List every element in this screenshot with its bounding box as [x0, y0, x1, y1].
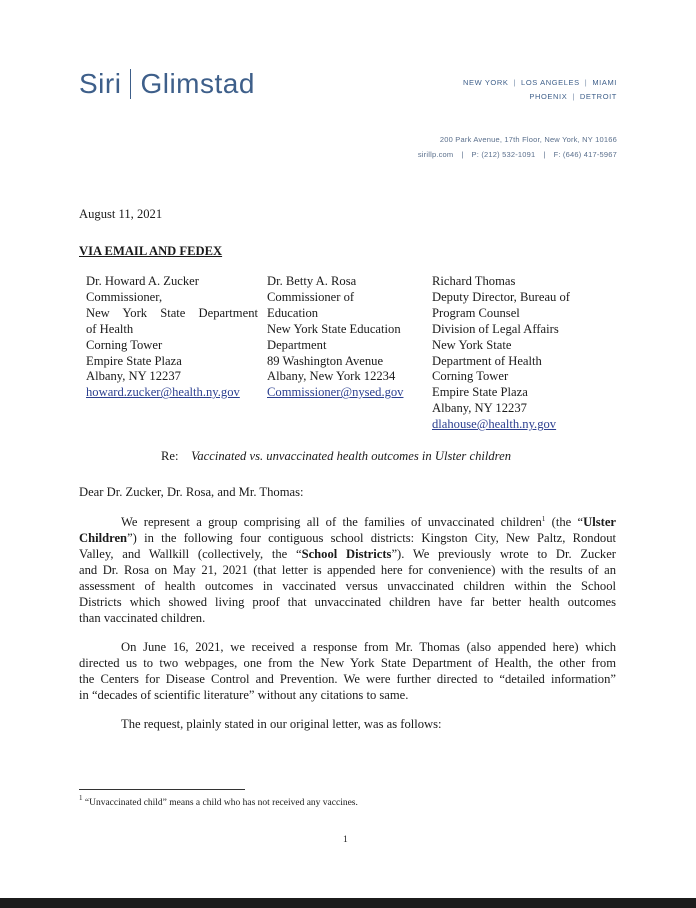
recipient-rosa	[267, 274, 403, 401]
recipient-line: Albany, NY 12237	[432, 401, 527, 416]
firm-fax: F: (646) 417-5967	[553, 150, 617, 159]
firm-website: sirillp.com	[417, 150, 454, 159]
re-subject: Vaccinated vs. unvaccinated health outcomes in Ulster children	[191, 449, 511, 463]
paragraph-line: Valley, and Wallkill (collectively, the “School Districts”). We previously wrote to Dr. Zucker	[79, 547, 616, 561]
paragraph-line: directed us to two webpages, one from the New York State Department of Health, the other from	[79, 656, 616, 670]
office-phoenix: PHOENIX	[529, 92, 568, 101]
salutation: Dear Dr. Zucker, Dr. Rosa, and Mr. Thomas:	[79, 485, 304, 499]
paragraph-line: assessment of health outcomes in vaccinated versus unvaccinated children within the School	[79, 579, 616, 593]
recipient-line: Corning Tower	[86, 337, 163, 352]
delivery-method: VIA EMAIL AND FEDEX	[79, 244, 223, 258]
recipient-line: New York State Department	[86, 305, 258, 320]
recipient-zucker	[86, 274, 258, 401]
email-link-thomas[interactable]: dlahouse@health.ny.gov	[432, 417, 557, 432]
recipient-line: Deputy Director, Bureau of	[432, 289, 570, 304]
footnote	[79, 794, 358, 809]
recipient-line: Commissioner of	[267, 289, 355, 304]
recipient-line: Empire State Plaza	[432, 385, 528, 400]
recipient-line: 89 Washington Avenue	[267, 353, 384, 368]
recipient-line: Department of Health	[432, 353, 542, 368]
office-new-york: NEW YORK	[462, 78, 509, 87]
recipient-line: of Health	[86, 321, 134, 336]
paragraph-line: On June 16, 2021, we received a response from Mr. Thomas (also appended here) which	[121, 640, 616, 654]
recipient-line: Division of Legal Affairs	[432, 321, 559, 336]
paragraph-line: The request, plainly stated in our original letter, was as follows:	[121, 717, 442, 731]
footnote-ref: 1	[541, 515, 546, 523]
office-miami: MIAMI	[592, 78, 617, 87]
recipient-line: New York State Education	[267, 321, 401, 336]
paragraph-1	[79, 514, 616, 626]
viewer-bottom-bar	[0, 898, 696, 908]
re-label: Re:	[161, 449, 179, 463]
paragraph-line: We represent a group comprising all of the families of unvaccinated children$^1$ (the “Ulster	[121, 515, 616, 529]
recipient-line: Program Counsel	[432, 305, 520, 320]
paragraph-line: and Dr. Rosa on May 21, 2021 (that letter is appended here for convenience) with the results of an	[79, 563, 616, 577]
footnote-text: “Unvaccinated child” means a child who has not received any vaccines.	[82, 798, 358, 808]
recipient-thomas	[432, 274, 570, 433]
recipient-line: Department	[267, 337, 327, 352]
email-link-rosa[interactable]: Commissioner@nysed.gov	[267, 385, 404, 400]
office-detroit: DETROIT	[579, 92, 617, 101]
logo-divider	[130, 69, 131, 99]
paragraph-line: Children”) in the following four contiguous school districts: Kingston City, New Paltz, Rondout	[79, 531, 616, 545]
recipient-line: Dr. Betty A. Rosa	[267, 274, 357, 288]
email-link-zucker[interactable]: howard.zucker@health.ny.gov	[86, 385, 240, 400]
paragraph-3	[79, 716, 616, 732]
paragraph-line: Districts which showed living proof that unvaccinated children have far better health outcomes	[79, 595, 616, 609]
recipient-line: Education	[267, 305, 319, 320]
recipient-line: Empire State Plaza	[86, 353, 182, 368]
footnote-divider	[79, 789, 245, 790]
office-los-angeles: LOS ANGELES	[521, 78, 580, 87]
page-number: 1	[343, 835, 348, 845]
logo-siri: Siri	[79, 68, 122, 99]
letter-date: August 11, 2021	[79, 207, 163, 221]
recipient-line: Corning Tower	[432, 369, 509, 384]
recipient-line: Albany, NY 12237	[86, 369, 181, 384]
paragraph-2	[79, 639, 616, 703]
recipient-line: Commissioner,	[86, 289, 163, 304]
office-locations: NEW YORK | LOS ANGELES | MIAMI PHOENIX | DETROIT	[462, 78, 617, 101]
firm-phone: P: (212) 532-1091	[471, 150, 536, 159]
street-address: 200 Park Avenue, 17th Floor, New York, NY 10166	[439, 135, 617, 144]
subject-line	[161, 448, 511, 464]
firm-logo	[79, 68, 255, 100]
recipient-line: New York State	[432, 337, 512, 352]
paragraph-line: the Centers for Disease Control and Prevention. We were further directed to “detailed information”	[79, 672, 616, 686]
firm-address: 200 Park Avenue, 17th Floor, New York, NY 10166 sirillp.com | P: (212) 532-1091 | F: (646) 417-5967	[418, 132, 617, 162]
logo-glimstad: Glimstad	[140, 68, 255, 99]
recipient-line: Dr. Howard A. Zucker	[86, 274, 199, 288]
paragraph-line: than vaccinated children.	[79, 611, 206, 625]
recipient-line: Richard Thomas	[432, 274, 516, 288]
recipient-line: Albany, New York 12234	[267, 369, 396, 384]
paragraph-line: in “decades of scientific literature” without any citations to same.	[79, 688, 409, 702]
footnote-marker: 1	[79, 794, 83, 802]
